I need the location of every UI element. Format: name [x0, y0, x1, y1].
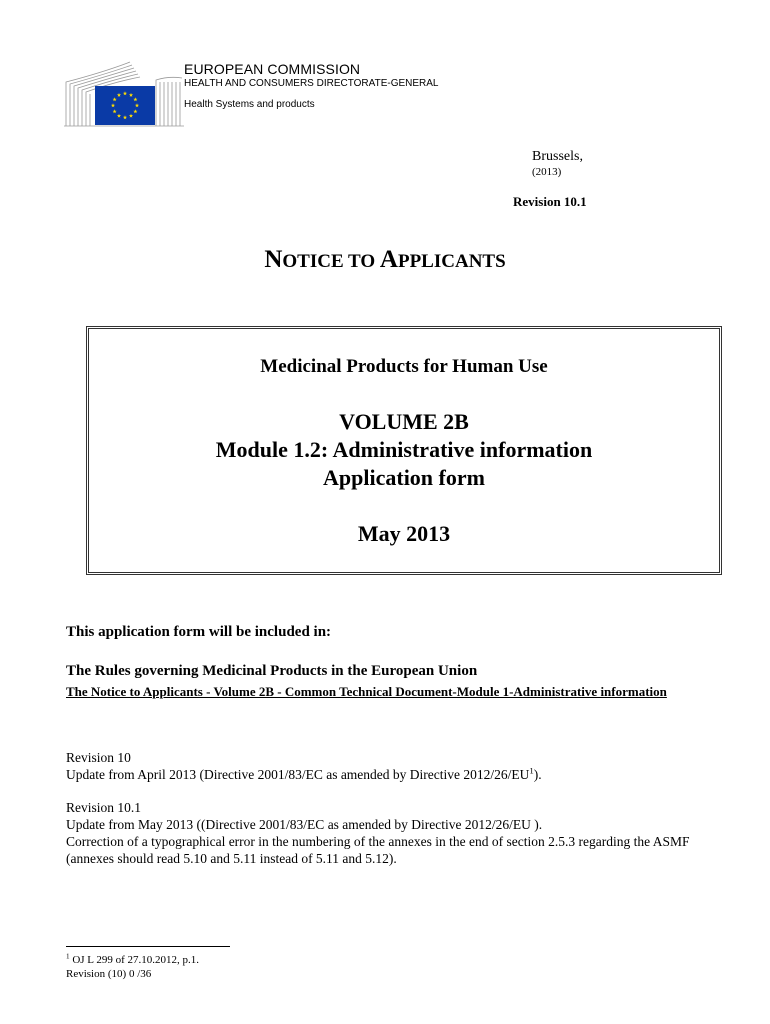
flag-star [129, 93, 133, 97]
revision-10-title: Revision 10 [66, 750, 131, 765]
module-title: Module 1.2: Administrative information [215, 437, 593, 462]
organisation-name: EUROPEAN COMMISSION [184, 61, 361, 77]
footnote-ref: 1 [529, 765, 534, 776]
included-heading: This application form will be included in: [66, 624, 332, 640]
revision-10-1-note [66, 799, 736, 867]
flag-star [123, 91, 127, 95]
flag-star [129, 114, 133, 118]
document-title: NOTICE TO APPLICANTS [264, 246, 506, 273]
revision-10-1-line2: Correction of a typographical error in the numbering of the annexes in the end of section 2.5.3 regarding the ASMF (annexes should read 5.10 and 5.11 instead of 5.11 and 5.12). [66, 834, 690, 866]
flag-star [135, 103, 139, 107]
notice-link: The Notice to Applicants - Volume 2B - Common Technical Document-Module 1-Administrative information [66, 684, 667, 699]
place: Brussels, [532, 149, 583, 164]
title-box [86, 326, 722, 575]
footnote-text: $^1$ OJ L 299 of 27.10.2012, p.1. [66, 952, 200, 966]
flag-star [133, 109, 137, 113]
footnote-divider [66, 946, 230, 947]
flag-star [113, 109, 117, 113]
revision-10-text: Update from April 2013 (Directive 2001/83/EC as amended by Directive $2012/26/EU^1$). [66, 765, 542, 782]
volume-title: VOLUME 2B [339, 409, 469, 434]
revision-10-1-line1: Update from May 2013 ((Directive 2001/83/EC as amended by Directive 2012/26/EU ). [66, 817, 543, 832]
flag-star [123, 115, 127, 119]
revision-label: Revision 10.1 [513, 194, 587, 209]
footnote [66, 953, 199, 981]
flag-star [113, 97, 117, 101]
page-number: Revision (10) 0 /36 [66, 968, 152, 980]
rules-heading: The Rules governing Medicinal Products in the European Union [66, 663, 478, 679]
flag-star [133, 97, 137, 101]
form-title: Application form [323, 465, 485, 490]
flag-star [117, 93, 121, 97]
year: (2013) [532, 166, 562, 178]
eu-flag-icon [95, 86, 155, 125]
revision-10-note [66, 749, 736, 783]
flag-star [111, 103, 115, 107]
box-subtitle: Medicinal Products for Human Use [260, 356, 548, 377]
unit-name: Health Systems and products [184, 99, 315, 110]
date-title: May 2013 [357, 521, 451, 546]
revision-10-1-title: Revision 10.1 [66, 800, 142, 815]
directorate-name: HEALTH AND CONSUMERS DIRECTORATE-GENERAL [184, 78, 439, 89]
flag-star [117, 114, 121, 118]
